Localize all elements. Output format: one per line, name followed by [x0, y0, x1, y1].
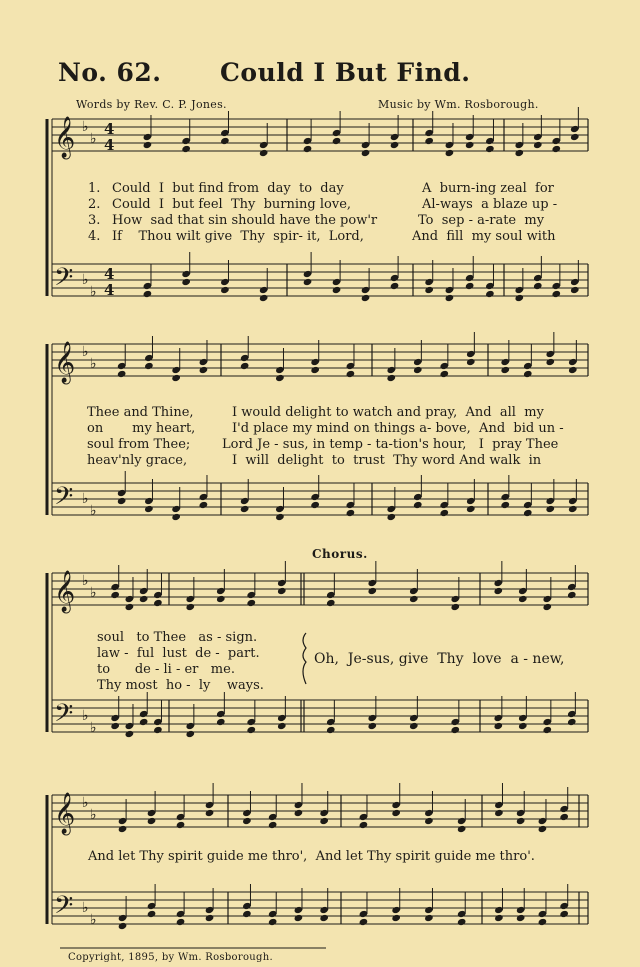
system-3-treble-note [246, 599, 256, 607]
system-4-bass-note [516, 914, 526, 922]
system-2-flat-icon: ♭ [82, 344, 89, 360]
system-4-bass-note [205, 914, 215, 922]
s2-line-2a: on my heart, [87, 421, 196, 436]
system-1-treble-note [424, 137, 434, 145]
verse-2-line-b: Al-ways a blaze up - [422, 197, 558, 212]
words-credit: Words by Rev. C. P. Jones. [76, 98, 227, 111]
verse-3-line-b: To sep - a-rate my [418, 213, 545, 228]
system-4-bass-note [494, 914, 504, 922]
system-1-treble-note [220, 137, 230, 145]
s2-line-4a: heav'nly grace, [87, 453, 188, 468]
system-1-treble-note [303, 145, 313, 153]
system-2-treble-note [545, 358, 555, 366]
system-3-bass-note [277, 722, 287, 730]
s3-line-3: to de - li - er me. [97, 662, 235, 677]
system-3-treble-note [277, 587, 287, 595]
system-1-bass-note [570, 286, 580, 294]
system-2-bass-note [413, 501, 423, 509]
system-2-bass-note [199, 501, 209, 509]
system-3-treble-note [216, 595, 226, 603]
system-4-treble-note [205, 809, 215, 817]
system-3-bass-note [542, 726, 552, 734]
system-4-flat-icon: ♭ [82, 900, 89, 916]
system-2-treble-note [240, 362, 250, 370]
system-1-treble-note [181, 145, 191, 153]
system-4-treble-note [559, 813, 569, 821]
system-2-bass-note [144, 505, 154, 513]
time-sig-bottom: 4 [104, 136, 115, 154]
system-3-bass-note [567, 718, 577, 726]
verse-4-line-a: If Thou wilt give Thy spir- it, Lord, [112, 229, 364, 244]
system-3-treble-note [450, 603, 460, 611]
system-4-treble-note [147, 817, 157, 825]
system-3-treble-note [125, 603, 135, 611]
system-3-flat-icon: ♭ [90, 720, 97, 736]
system-2-bass-note [346, 509, 356, 517]
system-2-bass-note [240, 505, 250, 513]
system-2-treble-note [310, 366, 320, 374]
system-1-treble-note [551, 145, 561, 153]
s2-line-2b: I'd place my mind on things a- bove, And bid un - [232, 421, 564, 436]
system-4-bass-note [424, 914, 434, 922]
system-3-treble-note [139, 595, 149, 603]
system-3-treble-note [326, 599, 336, 607]
system-1-bass-note [390, 282, 400, 290]
chorus-refrain: Oh, Je-sus, give Thy love a - new, [314, 651, 565, 667]
system-1-treble-note [143, 141, 153, 149]
system-1-bass-note [514, 294, 524, 302]
verse-1-line-a: Could I but find from day to day [112, 181, 344, 196]
system-1-treble-clef-icon: 𝄞 [54, 117, 76, 158]
system-4-treble-note [242, 817, 252, 825]
system-3-treble-note [367, 587, 377, 595]
time-sig-top: 4 [104, 120, 115, 138]
system-3-treble-note [409, 595, 419, 603]
music-credit: Music by Wm. Rosborough. [378, 98, 539, 111]
system-1-bass-note [143, 290, 153, 298]
system-3-bass-note [326, 726, 336, 734]
system-3-treble-note [493, 587, 503, 595]
hymn-number: No. 62. [58, 58, 162, 87]
system-2-treble-note [144, 362, 154, 370]
system-4-bass-note [559, 910, 569, 918]
verse-3-num: 3. [88, 213, 101, 228]
system-4-treble-note [176, 821, 186, 829]
system-1-flat-icon: ♭ [90, 284, 97, 300]
system-1-treble-note [465, 141, 475, 149]
system-1-bass-note [181, 278, 191, 286]
system-2-flat-icon: ♭ [90, 356, 97, 372]
system-3-bass-note [110, 722, 120, 730]
system-1-bass-clef-icon: 𝄢 [54, 263, 74, 298]
system-3-bass-note [125, 730, 135, 738]
system-2-bass-note [439, 509, 449, 517]
system-1-treble-note [533, 141, 543, 149]
system-1-bass-note [485, 290, 495, 298]
system-3-bass-note [185, 730, 195, 738]
system-2-treble-note [171, 374, 181, 382]
system-4-bass-note [242, 910, 252, 918]
s2-line-1a: Thee and Thine, [87, 405, 194, 420]
system-2-bass-note [568, 505, 578, 513]
system-2-bass-note [386, 513, 396, 521]
system-4-bass-note [294, 914, 304, 922]
system-2-bass-note [466, 505, 476, 513]
system-2-bass-note [117, 497, 127, 505]
system-2-bass-note [275, 513, 285, 521]
system-1-bass-note [445, 294, 455, 302]
system-2-bass-clef-icon: 𝄢 [54, 482, 74, 517]
system-3-treble-note [153, 599, 163, 607]
system-4-bass-note [319, 914, 329, 922]
system-3-treble-note [518, 595, 528, 603]
system-2-treble-note [346, 370, 356, 378]
system-4-treble-note [457, 825, 467, 833]
system-3-bass-note [409, 722, 419, 730]
system-2-treble-note [413, 366, 423, 374]
system-2-treble-note [275, 374, 285, 382]
s2-line-3b: Lord Je - sus, in temp - ta-tion's hour, I pray Thee [222, 437, 559, 452]
system-2-treble-note [386, 374, 396, 382]
system-1-flat-icon: ♭ [82, 272, 89, 288]
system-2-treble-note [523, 370, 533, 378]
system-4-treble-note [118, 825, 128, 833]
s3-line-4: Thy most ho - ly ways. [97, 678, 264, 693]
system-3-flat-icon: ♭ [90, 585, 97, 601]
system-3-bass-clef-icon: 𝄢 [54, 699, 74, 734]
system-2-treble-note [117, 370, 127, 378]
system-4-treble-note [494, 809, 504, 817]
system-1-treble-note [485, 145, 495, 153]
verse-1-num: 1. [88, 181, 101, 196]
copyright-notice: Copyright, 1895, by Wm. Rosborough. [68, 952, 273, 963]
system-4-treble-clef-icon: 𝄞 [54, 793, 76, 834]
system-4-treble-note [294, 809, 304, 817]
chorus-brace [303, 633, 306, 684]
system-3-treble-note [110, 591, 120, 599]
s2-line-1b: I would delight to watch and pray, And all my [232, 405, 544, 420]
s3-line-2: law - ful lust de - part. [97, 646, 260, 661]
system-4-treble-note [538, 825, 548, 833]
system-3-flat-icon: ♭ [82, 573, 89, 589]
system-1-bass-note [220, 286, 230, 294]
system-3-treble-note [185, 603, 195, 611]
system-3-bass-note [216, 718, 226, 726]
system-3-bass-note [153, 726, 163, 734]
system-4-bass-note [268, 918, 278, 926]
system-3-bass-note [493, 722, 503, 730]
system-3-treble-note [567, 591, 577, 599]
system-1-bass-note [259, 294, 269, 302]
system-2-bass-note [310, 501, 320, 509]
system-2-flat-icon: ♭ [82, 491, 89, 507]
system-1-treble-note [445, 149, 455, 157]
system-4-flat-icon: ♭ [82, 795, 89, 811]
system-4-flat-icon: ♭ [90, 807, 97, 823]
hymn-title: Could I But Find. [220, 58, 471, 87]
system-2-treble-note [568, 366, 578, 374]
system-4-flat-icon: ♭ [90, 912, 97, 928]
verse-2-num: 2. [88, 197, 101, 212]
system-4-bass-note [457, 918, 467, 926]
system-4-bass-clef-icon: 𝄢 [54, 891, 74, 926]
system-2-treble-note [500, 366, 510, 374]
system-3-flat-icon: ♭ [82, 708, 89, 724]
system-2-treble-note [199, 366, 209, 374]
system-4-treble-note [516, 817, 526, 825]
verse-4-line-b: And fill my soul with [412, 229, 556, 244]
time-sig-top: 4 [104, 265, 115, 283]
verse-4-num: 4. [88, 229, 101, 244]
s4-line: And let Thy spirit guide me thro', And let Thy spirit guide me thro'. [88, 849, 535, 864]
system-4-treble-note [391, 809, 401, 817]
time-sig-bottom: 4 [104, 281, 115, 299]
system-1-treble-note [259, 149, 269, 157]
system-1-treble-note [361, 149, 371, 157]
system-3-treble-note [542, 603, 552, 611]
system-3-bass-note [246, 726, 256, 734]
s2-line-4b: I will delight to trust Thy word And walk in [232, 453, 542, 468]
system-4-bass-note [176, 918, 186, 926]
system-4-bass-note [538, 918, 548, 926]
system-2-treble-note [439, 370, 449, 378]
system-1-treble-note [332, 137, 342, 145]
system-1-bass-note [424, 286, 434, 294]
system-1-flat-icon: ♭ [82, 119, 89, 135]
system-4-bass-note [391, 914, 401, 922]
verse-2-line-a: Could I but feel Thy burning love, [112, 197, 352, 212]
system-4-treble-note [319, 817, 329, 825]
system-1-treble-note [514, 149, 524, 157]
system-1-bass-note [533, 282, 543, 290]
system-1-bass-note [303, 278, 313, 286]
system-1-bass-note [332, 286, 342, 294]
system-2-bass-note [171, 513, 181, 521]
system-2-treble-note [466, 358, 476, 366]
system-2-bass-note [545, 505, 555, 513]
system-2-flat-icon: ♭ [90, 503, 97, 519]
system-3-bass-note [367, 722, 377, 730]
system-4-bass-note [147, 910, 157, 918]
system-1-flat-icon: ♭ [90, 131, 97, 147]
system-3-treble-clef-icon: 𝄞 [54, 571, 76, 612]
system-2-bass-note [500, 501, 510, 509]
system-4-treble-note [268, 821, 278, 829]
chorus-label: Chorus. [312, 547, 368, 561]
verse-3-line-a: How sad that sin should have the pow'r [112, 213, 378, 228]
system-4-treble-note [359, 821, 369, 829]
system-4-bass-note [118, 922, 128, 930]
system-3-bass-note [139, 718, 149, 726]
system-3-bass-note [518, 722, 528, 730]
system-2-treble-clef-icon: 𝄞 [54, 342, 76, 383]
system-1-treble-note [390, 141, 400, 149]
system-1-bass-note [465, 282, 475, 290]
system-1-bass-note [361, 294, 371, 302]
verse-1-line-b: A burn-ing zeal for [422, 181, 554, 196]
s2-line-3a: soul from Thee; [87, 437, 191, 452]
system-1-treble-note [570, 133, 580, 141]
system-2-bass-note [523, 509, 533, 517]
system-4-bass-note [359, 918, 369, 926]
system-4-treble-note [424, 817, 434, 825]
system-3-bass-note [450, 726, 460, 734]
system-1-bass-note [551, 290, 561, 298]
s3-line-1: soul to Thee as - sign. [97, 630, 258, 645]
